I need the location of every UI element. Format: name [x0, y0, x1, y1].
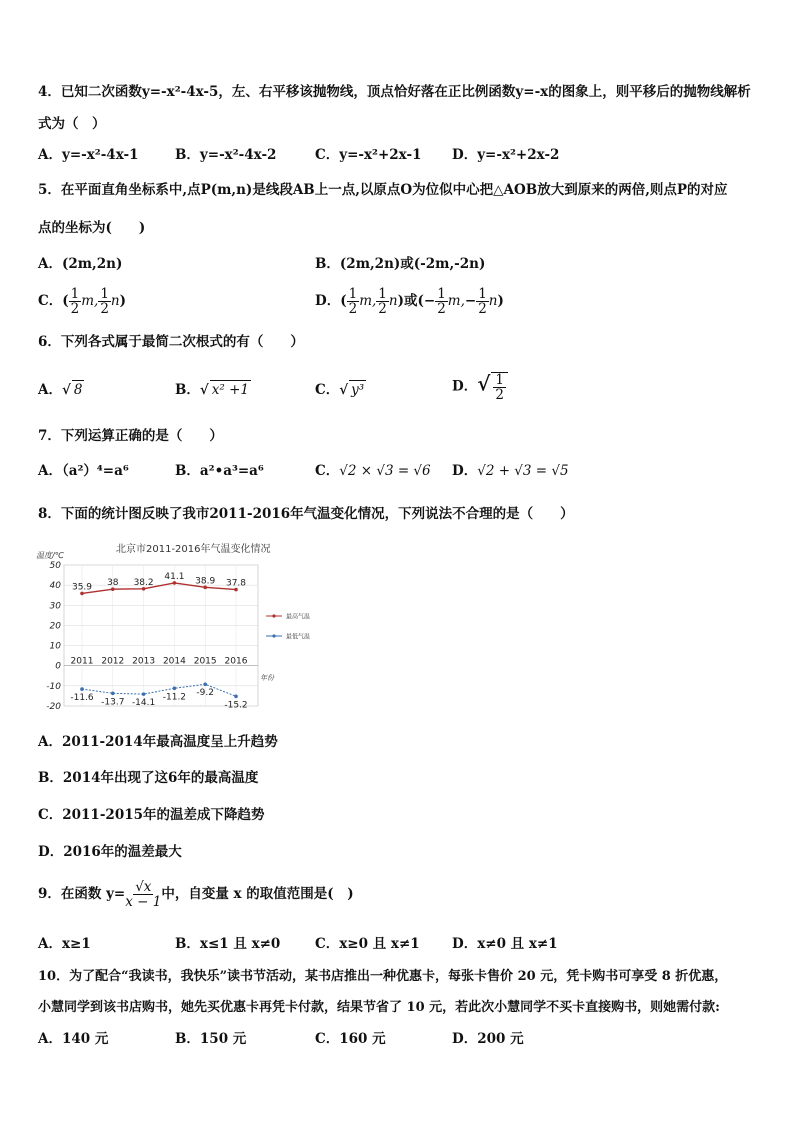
q8-option-c[interactable]: C．2011-2015年的温差成下降趋势: [38, 807, 265, 823]
data-point: [173, 686, 177, 690]
data-point: [80, 687, 84, 691]
q5-c-close: ): [119, 293, 127, 309]
q10-option-a[interactable]: A．140 元: [38, 1031, 109, 1047]
q5-d-open: D．(: [315, 293, 347, 309]
q6-option-b[interactable]: B．√ x² +1: [175, 382, 250, 398]
data-label: -11.6: [70, 693, 94, 704]
q7-option-a[interactable]: A．（a²）⁴=a⁶: [38, 463, 129, 479]
x-tick-label: 2011: [70, 656, 94, 667]
option-label: D．: [452, 378, 478, 395]
expression: √2 × √3 = √6: [339, 463, 431, 479]
m-var: m,: [359, 293, 377, 309]
q4-stem-line1: 4．已知二次函数y=-x²-4x-5，左、右平移该抛物线，顶点恰好落在正比例函数y=-x的图象上，则平移后的抛物线解析: [38, 84, 751, 100]
q10-option-d[interactable]: D．200 元: [452, 1031, 524, 1047]
q10-stem-line2: 小慧同学到该书店购书，她先买优惠卡再凭卡付款，结果节省了 10 元，若此次小慧同学不买卡直接购书，则她需付款:: [38, 1000, 720, 1015]
chart-ylabel: 温度/℃: [36, 551, 64, 560]
option-label: D．: [452, 463, 478, 479]
radicand: y³: [351, 382, 365, 398]
half-fraction: [376, 287, 389, 316]
q9-stem: [38, 880, 354, 909]
frac-den: 2: [348, 301, 358, 317]
data-label: -11.2: [162, 692, 187, 703]
x-tick-label: 2014: [162, 656, 186, 667]
frac-num: 1: [478, 286, 487, 302]
frac-num: 1: [348, 286, 358, 302]
data-label: -13.7: [101, 697, 125, 708]
frac-den: x − 1: [125, 894, 162, 910]
q8-option-d[interactable]: D．2016年的温差最大: [38, 844, 182, 860]
half-fraction: [347, 287, 360, 316]
n-var: n: [488, 293, 498, 309]
frac-num: 1: [70, 286, 80, 302]
data-point: [203, 682, 207, 686]
half-fraction: [69, 287, 82, 316]
q9-option-c[interactable]: C．x≥0 且 x≠1: [315, 936, 420, 952]
q7-option-d[interactable]: [452, 462, 569, 480]
option-label: C．: [315, 463, 340, 479]
option-label: C．: [315, 382, 340, 398]
y-tick-label: 10: [49, 641, 61, 652]
option-label: A．: [38, 382, 62, 398]
m-var: m,: [81, 293, 99, 309]
legend-label: 最高气温: [286, 613, 311, 621]
q6-option-a[interactable]: A．√ 8: [38, 382, 83, 398]
y-tick-label: -10: [46, 681, 61, 692]
q7-option-c[interactable]: [315, 462, 431, 480]
q5-option-d[interactable]: D．( $\frac{1}{2}$ m, $\frac{1}{2}$ n)或(− $\frac{1}{2}$ m,− $\frac{1}{2}$ n): [315, 286, 504, 317]
n-var: n: [388, 293, 398, 309]
q7-option-b[interactable]: B．a²•a³=a⁶: [175, 463, 264, 479]
q8-option-b[interactable]: B．2014年出现了这6年的最高温度: [38, 770, 259, 786]
q6-option-d[interactable]: D．√ $\frac{1}{2}$: [452, 372, 508, 402]
legend-marker: [272, 614, 275, 617]
q5-option-a[interactable]: A．(2m,2n): [38, 256, 123, 272]
data-label: -14.1: [131, 698, 156, 709]
q9-fraction: [125, 880, 161, 909]
data-label: 38: [107, 578, 119, 589]
legend-marker: [272, 634, 275, 637]
data-point: [234, 695, 238, 699]
chart-legend: [266, 613, 310, 641]
y-tick-label: 50: [49, 561, 61, 571]
temperature-line-chart: [36, 538, 326, 713]
frac-den: 2: [495, 387, 504, 403]
q7-stem: 7．下列运算正确的是（ ）: [38, 428, 223, 444]
data-label: 37.8: [225, 578, 247, 589]
q4-option-b[interactable]: B．y=-x²-4x-2: [175, 147, 277, 163]
q6-stem: 6．下列各式属于最简二次根式的有（ ）: [38, 334, 304, 350]
q6-option-c[interactable]: C．√ y³: [315, 382, 365, 398]
radicand-fraction: [491, 372, 508, 402]
y-tick-label: -20: [46, 702, 61, 712]
data-label: -9.2: [196, 688, 214, 699]
frac-num: √x: [135, 879, 152, 895]
q5-d-close: ): [497, 293, 504, 309]
radicand: 8: [73, 382, 83, 398]
q5-c-open: C．(: [38, 293, 69, 309]
q8-option-a[interactable]: A．2011-2014年最高温度呈上升趋势: [38, 734, 278, 750]
q10-option-b[interactable]: B．150 元: [175, 1031, 247, 1047]
m-var: m,: [447, 293, 465, 309]
half-fraction: [98, 287, 111, 316]
x-tick-label: 2012: [101, 656, 125, 667]
data-label: 38.2: [133, 577, 154, 588]
data-label: 41.1: [164, 571, 185, 582]
radicand: x² +1: [211, 382, 250, 398]
q8-stem: 8．下面的统计图反映了我市2011-2016年气温变化情况，下列说法不合理的是（ ）: [38, 506, 574, 522]
q4-option-c[interactable]: C．y=-x²+2x-1: [315, 147, 422, 163]
chart-title: 北京市2011-2016年气温变化情况: [116, 544, 271, 555]
data-point: [142, 692, 146, 696]
legend-label: 最低气温: [286, 633, 311, 641]
x-tick-label: 2015: [193, 656, 217, 667]
half-fraction: [435, 287, 448, 316]
half-fraction: [476, 287, 489, 316]
n-var: n: [110, 293, 120, 309]
q9-prefix: 9．在函数 y=: [38, 886, 126, 902]
frac-num: 1: [437, 286, 446, 302]
x-tick-label: 2016: [224, 656, 248, 667]
q4-option-d[interactable]: D．y=-x²+2x-2: [452, 147, 560, 163]
q9-suffix: 中，自变量 x 的取值范围是( ): [161, 886, 354, 902]
data-label: 35.9: [71, 582, 93, 593]
y-tick-label: 30: [49, 601, 61, 612]
frac-num: 1: [100, 286, 109, 302]
data-label: 38.9: [195, 576, 216, 587]
q9-option-b[interactable]: B．x≤1 且 x≠0: [175, 936, 281, 952]
q4-option-a[interactable]: A．y=-x²-4x-1: [38, 147, 139, 163]
x-tick-label: 2013: [132, 656, 156, 667]
frac-den: 2: [70, 301, 80, 317]
frac-num: 1: [495, 372, 504, 388]
y-tick-label: 40: [49, 581, 61, 592]
q9-option-a[interactable]: A．x≥1: [38, 936, 91, 952]
q5-option-b[interactable]: B．(2m,2n)或(-2m,-2n): [315, 256, 486, 272]
data-point: [111, 692, 115, 696]
frac-num: 1: [378, 286, 387, 302]
q10-stem-line1: 10．为了配合“我读书，我快乐”读书节活动，某书店推出一种优惠卡，每张卡售价 20 元，凭卡购书可享受 8 折优惠，: [38, 969, 728, 984]
y-tick-label: 0: [55, 661, 61, 672]
q5-d-mid: )或(−: [397, 293, 436, 309]
q5-stem-line2: 点的坐标为( ): [38, 220, 146, 236]
q5-option-c[interactable]: [38, 287, 126, 316]
option-label: B．: [175, 382, 200, 398]
data-label: -15.2: [224, 700, 248, 711]
frac-den: 2: [100, 301, 109, 317]
chart-xlabel: 年份: [260, 674, 274, 682]
q5-stem-line1: 5．在平面直角坐标系中,点P(m,n)是线段AB上一点,以原点O为位似中心把△AOB放大到原来的两倍,则点P的对应: [38, 182, 728, 198]
q9-option-d[interactable]: D．x≠0 且 x≠1: [452, 936, 558, 952]
y-tick-label: 20: [49, 621, 61, 632]
expression: √2 + √3 = √5: [477, 463, 569, 479]
q4-stem-line2: 式为（ ）: [38, 116, 106, 132]
frac-den: 2: [478, 301, 487, 317]
frac-den: 2: [437, 301, 446, 317]
q10-option-c[interactable]: C．160 元: [315, 1031, 386, 1047]
frac-den: 2: [378, 301, 387, 317]
